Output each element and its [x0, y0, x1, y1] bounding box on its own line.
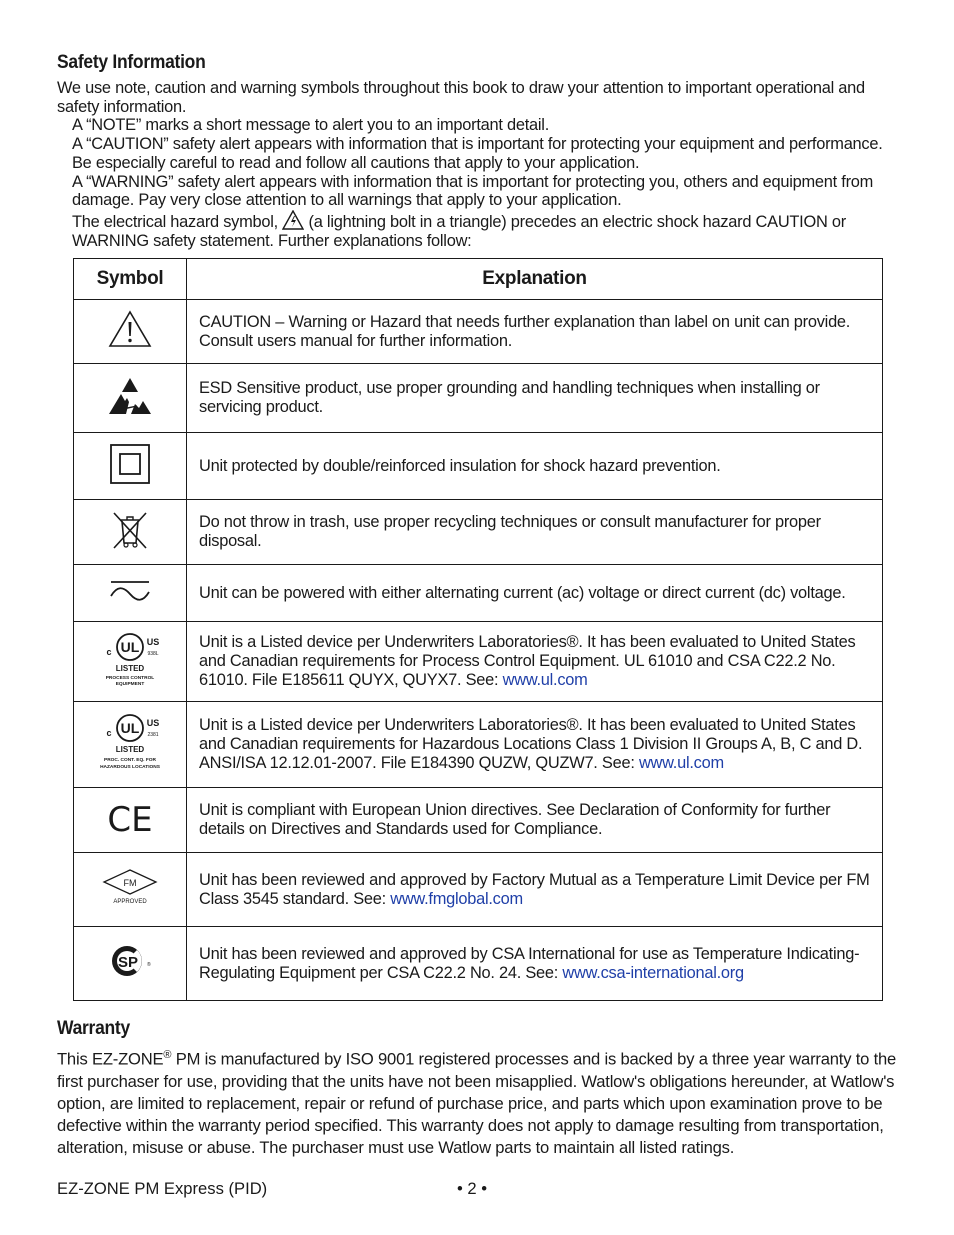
- fm-approved-icon: [100, 867, 160, 907]
- listed-text: LISTED: [115, 664, 145, 673]
- table-row: [74, 702, 883, 788]
- row-text: Unit is a Listed device per Underwriters Laboratories®. It has been evaluated to United States and Canadian requirements for Process Control Equipment. UL 61010 and CSA C22.2 No. 61010. File E185611 QUYX, QUYX7. See:: [199, 633, 856, 689]
- ul-listed-process-icon: [95, 627, 165, 691]
- warranty-paragraph: [57, 1044, 897, 1159]
- ce-mark-icon: [105, 798, 155, 838]
- safety-section: [57, 52, 897, 250]
- ce-text: CE: [107, 799, 153, 838]
- ul-link[interactable]: www.ul.com: [502, 670, 588, 689]
- electrical-post: (a lightning bolt in a triangle) precedes an electric shock hazard CAUTION or WARNING safety statement. Further explanations follow:: [72, 212, 846, 250]
- fm-text: FM: [123, 878, 137, 888]
- c-text: c: [106, 728, 112, 738]
- listed-text: LISTED: [115, 745, 145, 754]
- ul-text: UL: [120, 639, 140, 655]
- csa-text: SP: [117, 954, 139, 971]
- ac-dc-icon: [107, 576, 153, 606]
- line1-text: PROC. CONT. EQ. FOR: [104, 758, 156, 763]
- row-text: Unit has been reviewed and approved by CSA International for use as Temperature Indicating-Regulating Equipment per CSA C22.2 No. 24. See:: [199, 944, 860, 982]
- row-text: Unit can be powered with either alternating current (ac) voltage or direct current (dc) voltage.: [199, 583, 846, 602]
- table-row: [74, 927, 883, 1001]
- table-row: [74, 364, 883, 433]
- table-row: [74, 500, 883, 565]
- line2-text: EQUIPMENT: [115, 682, 145, 687]
- warranty-pre: This EZ-ZONE: [57, 1049, 164, 1069]
- table-row: [74, 300, 883, 364]
- ul-text: UL: [120, 720, 140, 736]
- ul-link[interactable]: www.ul.com: [638, 753, 724, 772]
- symbol-table: [73, 258, 883, 1001]
- header-explanation: Explanation: [187, 259, 883, 300]
- caution-paragraph: A “CAUTION” safety alert appears with information that is important for protecting your equipment and performance. Be especially careful to read and follow all cautions that apply to your application.: [72, 135, 883, 172]
- ul-listed-hazloc-icon: [92, 708, 168, 776]
- csa-icon: [107, 941, 153, 981]
- electrical-hazard-paragraph: [72, 210, 897, 250]
- row-text: Unit is compliant with European Union directives. See Declaration of Conformity for further details on Directives and Standards used for Compliance.: [199, 801, 831, 838]
- row-text: Unit is a Listed device per Underwriters Laboratories®. It has been evaluated to United States and Canadian requirements for Hazardous Locations Class 1 Division II Groups A, B, C and D. ANSI/ISA 12.12.01-2007. File E184390 QUZW, QUZW7. See:: [199, 716, 863, 772]
- warranty-title: Warranty: [57, 1018, 130, 1039]
- registered-mark: ®: [163, 1049, 172, 1061]
- footer-doc-title: EZ-ZONE PM Express (PID): [57, 1179, 268, 1198]
- caution-triangle-icon: [107, 309, 153, 349]
- us-text: US: [146, 637, 160, 647]
- row-text: Unit has been reviewed and approved by Factory Mutual as a Temperature Limit Device per FM Class 3545 standard. See:: [199, 870, 870, 908]
- line2-text: HAZARDOUS LOCATIONS: [100, 765, 160, 770]
- warranty-text: PM is manufactured by ISO 9001 registered processes and is backed by a three year warranty to the first purchaser for use, providing that the units have not been misapplied. Watlow's obligations hereunder, at Watlow's option, are limited to replacement, repair or refund of purchase price, and parts which upon examination prove to be defective within the warranty period specified. This warranty does not apply to damage resulting from transportation, alteration, misuse or abuse. The purchaser must use Watlow parts to maintain all listed ratings.: [57, 1049, 897, 1157]
- row-text: Unit protected by double/reinforced insulation for shock hazard prevention.: [199, 456, 721, 475]
- table-row: [74, 853, 883, 927]
- fm-link[interactable]: www.fmglobal.com: [390, 889, 523, 908]
- approved-text: APPROVED: [113, 899, 147, 905]
- csa-reg: ®: [147, 962, 151, 968]
- row-text: CAUTION – Warning or Hazard that needs further explanation than label on unit can provide. Consult users manual for further information.: [199, 312, 851, 350]
- row-text: ESD Sensitive product, use proper grounding and handling techniques when installing or servicing product.: [199, 379, 820, 416]
- table-row: [74, 433, 883, 500]
- safety-title: Safety Information: [57, 52, 206, 73]
- electrical-hazard-icon: [282, 210, 304, 230]
- table-header-row: [74, 259, 883, 300]
- page-number: • 2 •: [457, 1179, 488, 1198]
- page-footer: [57, 1179, 897, 1199]
- safety-intro: We use note, caution and warning symbols throughout this book to draw your attention to important operational and safety information.: [57, 79, 865, 116]
- double-insulation-icon: [108, 442, 152, 486]
- esd-icon: [107, 375, 153, 417]
- csa-link[interactable]: www.csa-international.org: [562, 963, 744, 982]
- code-text: 938L: [147, 651, 159, 657]
- us-text: US: [146, 718, 160, 728]
- c-text: c: [106, 647, 112, 657]
- note-paragraph: A “NOTE” marks a short message to alert you to an important detail.: [72, 116, 549, 135]
- electrical-pre: The electrical hazard symbol,: [72, 212, 278, 231]
- warning-paragraph: A “WARNING” safety alert appears with information that is important for protecting you, others and equipment from damage. Pay very close attention to all warnings that apply to your application.: [72, 172, 874, 210]
- line1-text: PROCESS CONTROL: [105, 676, 155, 681]
- weee-bin-icon: [108, 508, 152, 552]
- row-text: Do not throw in trash, use proper recycling techniques or consult manufacturer for proper disposal.: [199, 513, 821, 550]
- header-symbol: Symbol: [74, 259, 187, 300]
- table-row: [74, 622, 883, 702]
- code-text: 2381: [147, 732, 159, 738]
- table-row: [74, 788, 883, 853]
- table-row: [74, 565, 883, 622]
